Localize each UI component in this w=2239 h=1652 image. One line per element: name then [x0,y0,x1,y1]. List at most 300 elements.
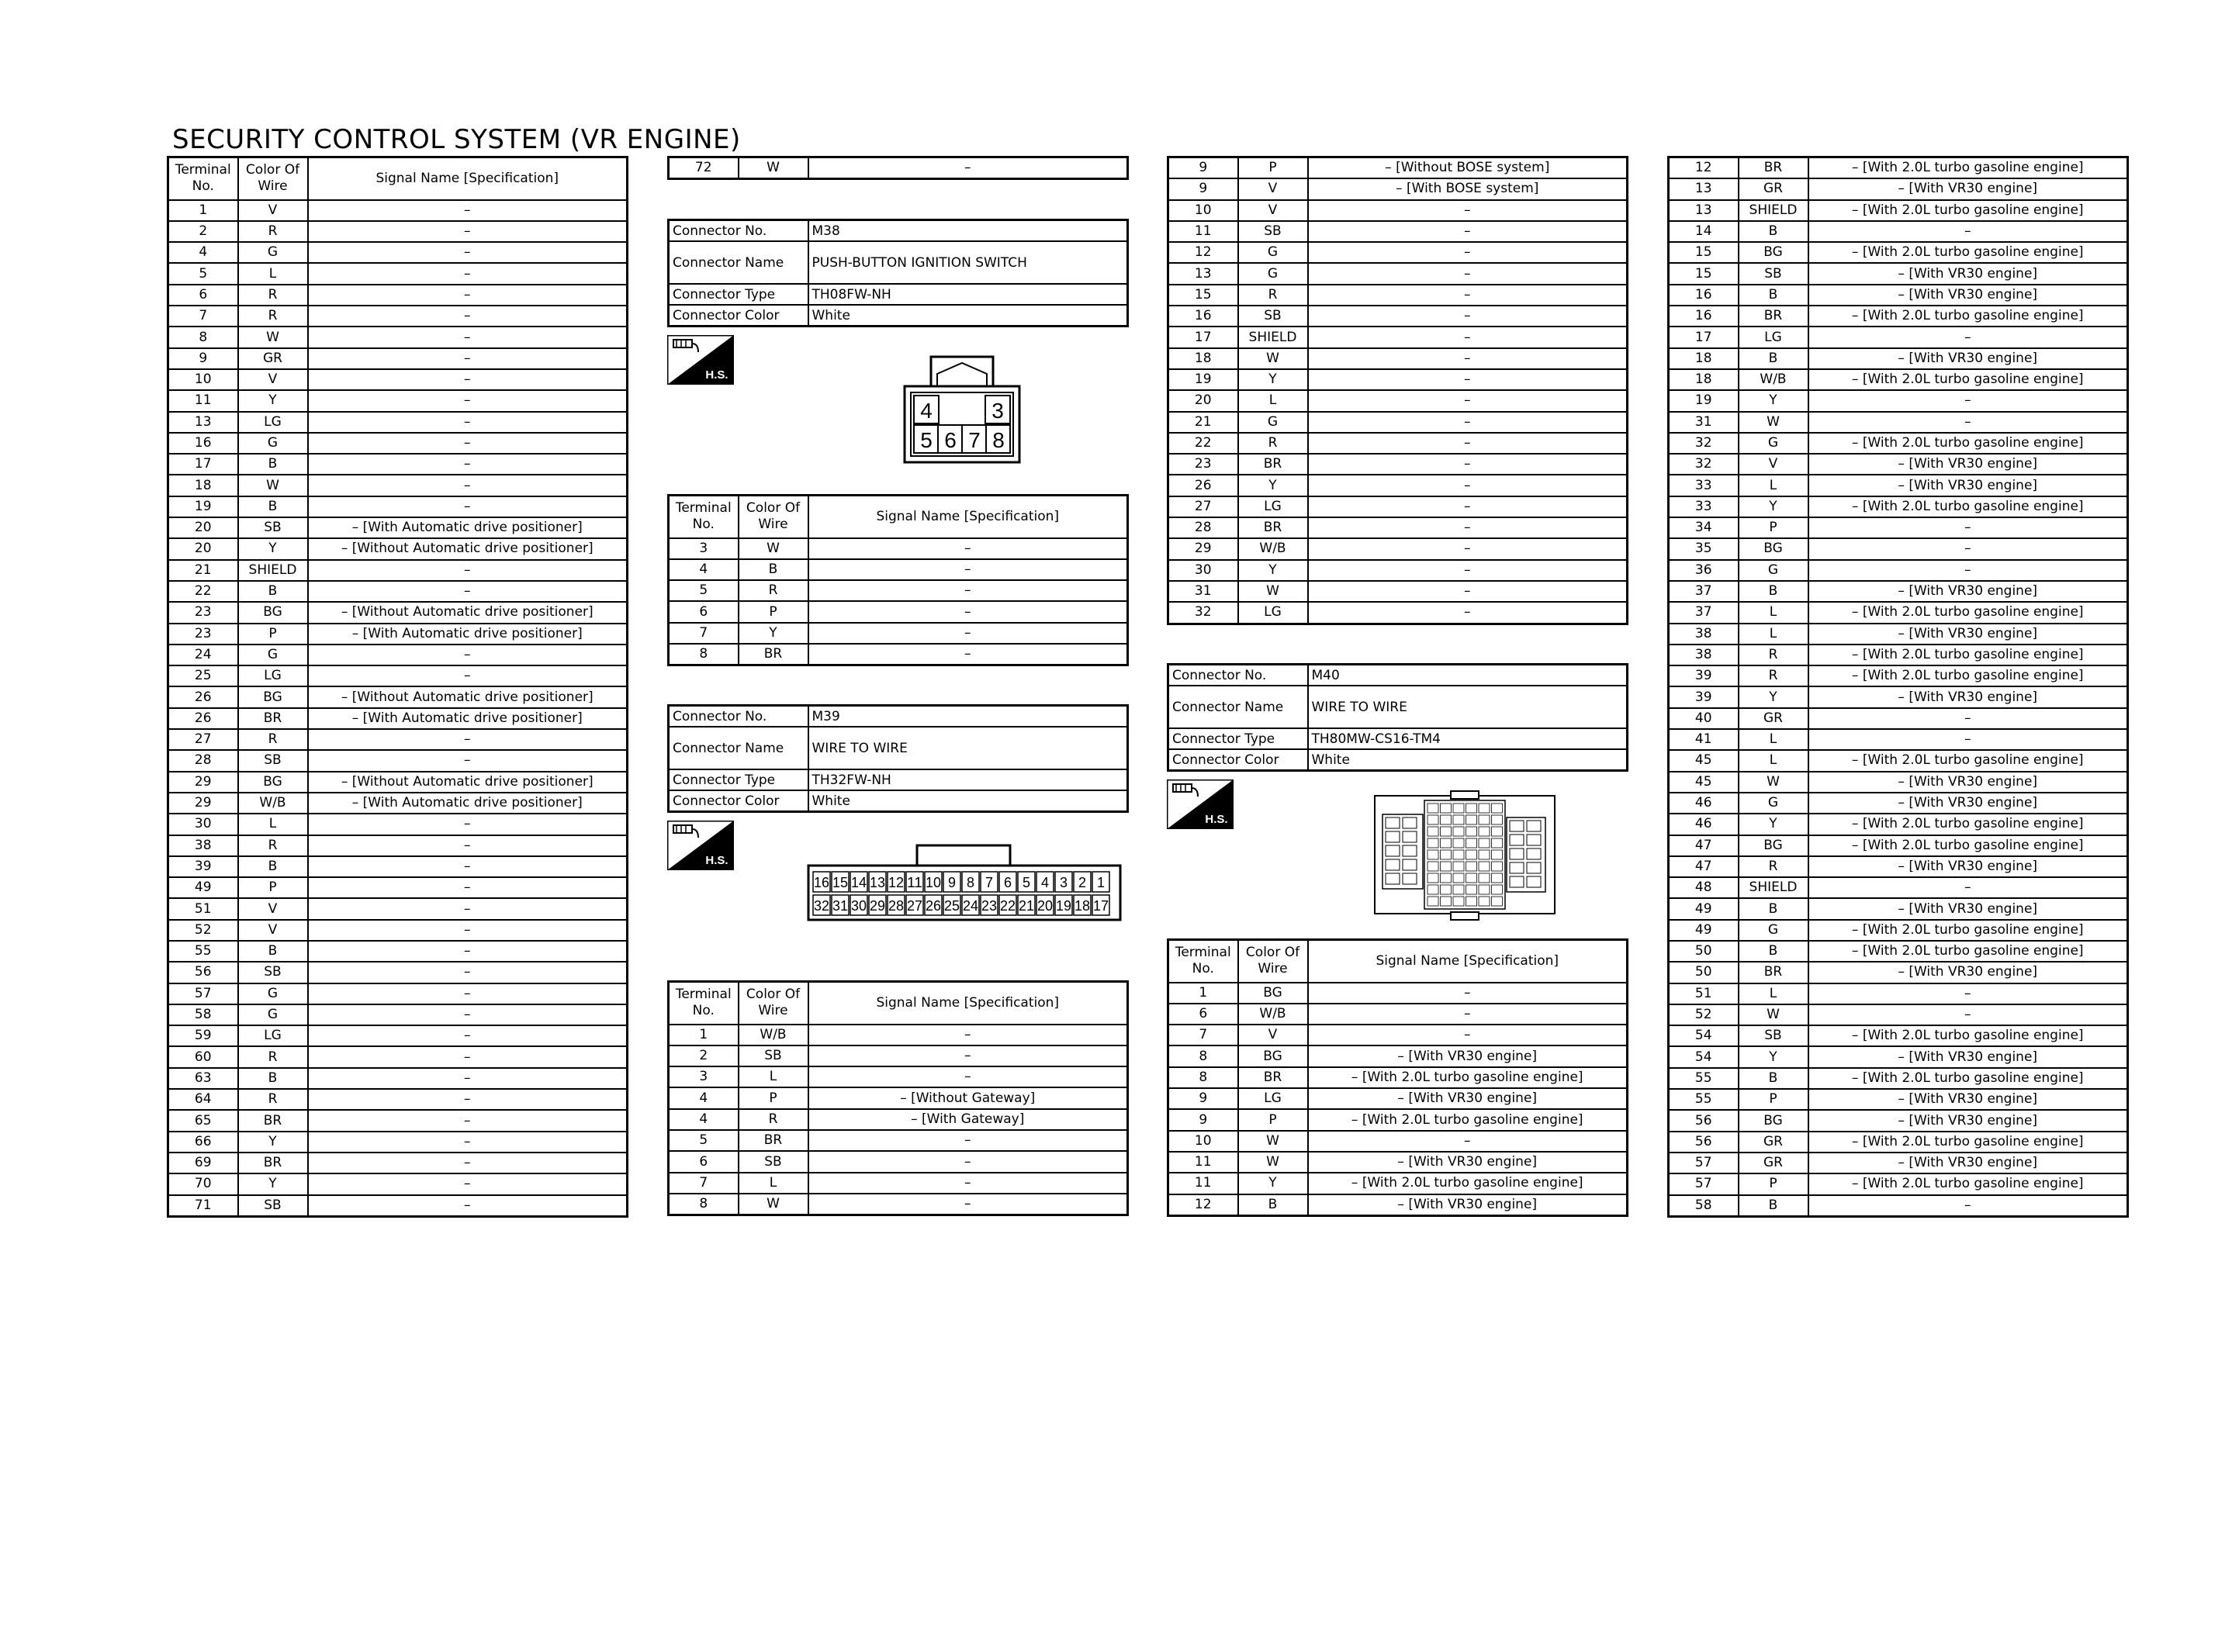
color-cell: W [1238,1131,1308,1152]
signal-cell: – [1808,729,2128,750]
color-cell: R [1739,856,1808,877]
table-row [168,920,628,941]
table-row [168,1110,628,1131]
table-row [1669,1132,2128,1153]
signal-cell: – [Without Gateway] [808,1087,1128,1108]
signal-cell: – [308,920,628,941]
color-cell: SHIELD [1739,200,1808,221]
terminal-cell: 38 [168,835,238,856]
table-row [1669,1004,2128,1025]
terminal-cell: 22 [168,581,238,602]
pin-1: 1 [1097,875,1105,890]
color-cell: B [238,856,308,877]
signal-cell: – [808,1045,1128,1066]
table-row [1669,263,2128,284]
pin-10: 10 [926,875,941,890]
color-cell: G [1739,793,1808,814]
table-row [1168,178,1628,199]
signal-cell: – [808,1173,1128,1194]
color-cell: G [1238,263,1308,284]
connector-no-label: Connector No. [1168,665,1308,686]
pin-21: 21 [1019,898,1034,914]
signal-cell: – [With VR30 engine] [1808,348,2128,369]
table-row [1168,1088,1628,1109]
signal-cell: – [With VR30 engine] [1308,1088,1628,1109]
signal-cell: – [1308,581,1628,602]
signal-cell: – [308,1195,628,1217]
signal-cell: – [Without BOSE system] [1308,157,1628,179]
table-row [168,1195,628,1217]
color-cell: BG [1238,1045,1308,1066]
table-row [669,1151,1128,1172]
terminal-cell: 64 [168,1089,238,1110]
signal-cell: – [With 2.0L turbo gasoline engine] [1808,920,2128,941]
connector-color-row [669,305,1128,327]
pin-31: 31 [832,898,848,914]
color-cell: R [238,221,308,242]
table-row [1168,581,1628,602]
terminal-cell: 4 [168,242,238,263]
connector-type-label: Connector Type [669,284,808,305]
signal-cell: – [308,1110,628,1131]
pin-4: 4 [1041,875,1049,890]
table-row [669,1025,1128,1045]
color-cell: SHIELD [1238,327,1308,347]
terminal-cell: 28 [168,750,238,771]
table-row [1168,306,1628,327]
terminal-cell: 24 [168,645,238,665]
table-row [1168,496,1628,517]
color-cell: V [238,369,308,390]
color-cell: BR [1238,517,1308,538]
terminal-cell: 52 [1669,1004,1739,1025]
color-cell: G [1739,560,1808,581]
signal-cell: – [1308,285,1628,306]
signal-cell: – [1308,242,1628,263]
signal-cell: – [308,348,628,369]
signal-cell: – [With VR30 engine] [1808,772,2128,793]
svg-text:H.S.: H.S. [1205,813,1228,826]
color-cell: V [1739,454,1808,475]
color-cell: LG [1238,1088,1308,1109]
signal-cell: – [808,1025,1128,1045]
terminal-cell: 47 [1669,856,1739,877]
signal-cell: – [308,1068,628,1089]
terminal-cell: 15 [1168,285,1238,306]
terminal-cell: 37 [1669,602,1739,623]
table-row [669,1066,1128,1087]
terminal-cell: 54 [1669,1025,1739,1046]
table-row [1168,454,1628,475]
connector-name-label: Connector Name [1168,686,1308,728]
signal-cell: – [1808,1004,2128,1025]
signal-cell: – [308,1025,628,1046]
terminal-cell: 9 [1168,157,1238,179]
color-cell: Y [1238,560,1308,581]
table-row [168,475,628,496]
terminal-cell: 25 [168,665,238,686]
terminal-cell: 2 [168,221,238,242]
color-cell: L [238,814,308,835]
table-row [168,517,628,538]
table-row [168,1132,628,1153]
signal-cell: – [With VR30 engine] [1808,1110,2128,1131]
color-cell: W/B [739,1025,808,1045]
connector-type-row [669,284,1128,305]
signal-cell: – [308,412,628,433]
color-cell: W [1739,772,1808,793]
table-row [1669,750,2128,771]
table-row [1168,1025,1628,1045]
table-row [168,686,628,707]
signal-cell: – [808,644,1128,665]
table-row [1669,560,2128,581]
signal-cell: – [With 2.0L turbo gasoline engine] [1308,1109,1628,1130]
table-row [669,601,1128,622]
color-cell: BG [238,772,308,793]
signal-cell: – [With 2.0L turbo gasoline engine] [1808,1132,2128,1153]
table-row [669,559,1128,580]
signal-cell: – [With VR30 engine] [1808,581,2128,602]
connector-color-row [669,790,1128,812]
signal-cell: – [808,157,1128,179]
signal-cell: – [With 2.0L turbo gasoline engine] [1808,1025,2128,1046]
signal-cell: – [308,390,628,411]
color-cell: G [1238,412,1308,433]
color-cell: V [238,920,308,941]
table-row [1168,1173,1628,1194]
terminal-cell: 13 [1669,200,1739,221]
table-row [1168,983,1628,1004]
terminal-cell: 18 [1168,348,1238,369]
color-cell: L [1739,983,1808,1004]
connector-name-label: Connector Name [669,241,808,284]
table-row [669,1130,1128,1151]
terminal-cell: 52 [168,920,238,941]
color-cell: B [238,496,308,517]
table-row [1669,772,2128,793]
header-color: Color Of Wire [739,982,808,1025]
color-cell: SB [238,517,308,538]
terminal-cell: 49 [1669,920,1739,941]
color-cell: Y [739,623,808,644]
signal-cell: – [1808,221,2128,242]
table-row [1168,327,1628,347]
terminal-cell: 15 [1669,242,1739,263]
color-cell: W/B [1238,1004,1308,1025]
color-cell: BR [1739,306,1808,327]
color-cell: Y [238,1132,308,1153]
pin-26: 26 [926,898,941,914]
table-row [1669,1173,2128,1194]
signal-cell: – [308,1132,628,1153]
table-row [1669,729,2128,750]
signal-cell: – [308,369,628,390]
table-row [669,1109,1128,1130]
terminal-cell: 4 [669,1109,739,1130]
color-cell: GR [1739,708,1808,729]
terminal-cell: 7 [669,1173,739,1194]
table-row [1669,793,2128,814]
signal-cell: – [308,1173,628,1194]
table-row [669,157,1128,179]
header-signal: Signal Name [Specification] [808,982,1128,1025]
table-row [168,1046,628,1067]
table-row [1669,390,2128,411]
color-cell: G [238,1004,308,1025]
terminal-cell: 20 [168,517,238,538]
terminal-cell: 18 [1669,348,1739,369]
color-cell: Y [238,538,308,559]
color-cell: W [1238,581,1308,602]
connector-info-m40 [1167,663,1628,772]
table-header-row [669,496,1128,538]
table-row [168,835,628,856]
terminal-cell: 1 [168,200,238,221]
terminal-cell: 47 [1669,835,1739,856]
signal-cell: – [1308,517,1628,538]
signal-cell: – [308,581,628,602]
signal-cell: – [With 2.0L turbo gasoline engine] [1808,665,2128,686]
table-row [1168,157,1628,179]
terminal-cell: 18 [1669,369,1739,390]
connector-m40-diagram [1373,790,1556,921]
color-cell: L [739,1066,808,1087]
signal-cell: – [1808,560,2128,581]
table-row [1669,1046,2128,1067]
color-cell: Y [1238,1173,1308,1194]
pin-29: 29 [870,898,885,914]
pin-13: 13 [870,875,885,890]
table-row [1168,242,1628,263]
terminal-cell: 38 [1669,645,1739,665]
color-cell: R [238,285,308,306]
terminal-cell: 5 [669,1130,739,1151]
terminal-cell: 39 [168,856,238,877]
hs-label: H.S. [705,368,728,382]
color-cell: P [1238,1109,1308,1130]
table-row [1669,941,2128,962]
table-row [1669,686,2128,707]
signal-cell: – [308,454,628,475]
signal-cell: – [1808,877,2128,898]
signal-cell: – [308,983,628,1004]
terminal-cell: 56 [1669,1132,1739,1153]
signal-cell: – [1308,221,1628,242]
table-header-row [1168,940,1628,983]
pin-5: 5 [1023,875,1030,890]
table-row [1168,1131,1628,1152]
terminal-cell: 35 [1669,538,1739,559]
table-row [168,412,628,433]
signal-cell: – [308,856,628,877]
terminal-cell: 57 [168,983,238,1004]
signal-cell: – [With BOSE system] [1308,178,1628,199]
terminal-cell: 1 [669,1025,739,1045]
table-row [669,1173,1128,1194]
table-row [1669,221,2128,242]
signal-cell: – [308,242,628,263]
color-cell: P [1739,1173,1808,1194]
terminal-cell: 27 [1168,496,1238,517]
color-cell: B [238,454,308,475]
color-cell: B [1739,941,1808,962]
connector-name-value: WIRE TO WIRE [808,727,1128,769]
terminal-cell: 45 [1669,750,1739,771]
signal-cell: – [1808,983,2128,1004]
signal-cell: – [1308,538,1628,559]
terminal-cell: 58 [168,1004,238,1025]
header-color: Color Of Wire [739,496,808,538]
signal-cell: – [1308,412,1628,433]
connector-name-row [669,241,1128,284]
terminal-cell: 11 [1168,221,1238,242]
harness-side-icon [667,821,734,873]
table-row [1669,624,2128,645]
signal-cell: – [With 2.0L turbo gasoline engine] [1808,750,2128,771]
terminal-cell: 21 [168,560,238,581]
signal-cell: – [308,750,628,771]
color-cell: Y [1739,390,1808,411]
color-cell: B [1739,348,1808,369]
signal-cell: – [With 2.0L turbo gasoline engine] [1808,306,2128,327]
signal-cell: – [1308,369,1628,390]
table-row [1168,517,1628,538]
connector-type-row [1168,728,1628,749]
table-row [168,1153,628,1173]
signal-cell: – [308,645,628,665]
signal-cell: – [With 2.0L turbo gasoline engine] [1808,200,2128,221]
table-row [168,369,628,390]
terminal-cell: 29 [1168,538,1238,559]
table-row [1168,412,1628,433]
table-row [1168,1067,1628,1088]
connector-color-label: Connector Color [669,305,808,327]
pin-19: 19 [1056,898,1071,914]
header-signal: Signal Name [Specification] [808,496,1128,538]
terminal-cell: 49 [168,877,238,898]
signal-cell: – [308,1153,628,1173]
signal-cell: – [1808,517,2128,538]
terminal-cell: 9 [168,348,238,369]
pin-2: 2 [1078,875,1086,890]
color-cell: W/B [1238,538,1308,559]
signal-cell: – [308,962,628,983]
terminal-cell: 39 [1669,686,1739,707]
signal-cell: – [With VR30 engine] [1808,962,2128,983]
header-signal: Signal Name [Specification] [1308,940,1628,983]
signal-cell: – [308,941,628,962]
terminal-cell: 23 [168,624,238,645]
signal-cell: – [808,559,1128,580]
signal-cell: – [With 2.0L turbo gasoline engine] [1808,941,2128,962]
terminal-cell: 4 [669,559,739,580]
pin-28: 28 [888,898,904,914]
table-row [1669,1089,2128,1110]
color-cell: L [238,263,308,284]
terminal-cell: 36 [1669,560,1739,581]
signal-cell: – [808,623,1128,644]
table-row [1669,412,2128,433]
table-row [1669,708,2128,729]
table-row [168,390,628,411]
table-row [168,729,628,750]
terminal-cell: 9 [1168,1088,1238,1109]
terminal-cell: 16 [168,433,238,454]
terminal-cell: 58 [1669,1195,1739,1217]
signal-cell: – [Without Automatic drive positioner] [308,602,628,623]
terminal-cell: 4 [669,1087,739,1108]
table-row [1168,1045,1628,1066]
terminal-table-continued [667,156,1129,180]
terminal-cell: 9 [1168,178,1238,199]
table-row [1168,390,1628,411]
color-cell: G [238,433,308,454]
terminal-cell: 23 [1168,454,1238,475]
terminal-cell: 19 [1168,369,1238,390]
table-row [168,983,628,1004]
table-row [669,1087,1128,1108]
table-row [1669,581,2128,602]
terminal-cell: 51 [1669,983,1739,1004]
pin-25: 25 [944,898,960,914]
color-cell: Y [1739,496,1808,517]
terminal-cell: 51 [168,898,238,919]
color-cell: SB [1238,221,1308,242]
terminal-cell: 28 [1168,517,1238,538]
terminal-cell: 69 [168,1153,238,1173]
harness-side-icon [1167,779,1234,832]
table-row [1669,285,2128,306]
signal-cell: – [With VR30 engine] [1808,898,2128,919]
table-row [168,1068,628,1089]
signal-cell: – [With 2.0L turbo gasoline engine] [1308,1067,1628,1088]
signal-cell: – [With VR30 engine] [1308,1045,1628,1066]
terminal-cell: 8 [168,327,238,347]
connector-color-value: White [808,305,1128,327]
table-row [168,454,628,475]
color-cell: SB [739,1045,808,1066]
terminal-cell: 8 [1168,1067,1238,1088]
signal-cell: – [1308,1004,1628,1025]
pin-4: 4 [920,399,933,423]
signal-cell: – [With VR30 engine] [1808,793,2128,814]
color-cell: LG [238,665,308,686]
signal-cell: – [With VR30 engine] [1808,285,2128,306]
signal-cell: – [1308,390,1628,411]
terminal-cell: 21 [1168,412,1238,433]
table-row [168,1004,628,1025]
signal-cell: – [With Gateway] [808,1109,1128,1130]
color-cell: Y [1238,369,1308,390]
table-row [1168,1152,1628,1173]
table-row [1669,157,2128,179]
signal-cell: – [1308,1131,1628,1152]
color-cell: BR [739,644,808,665]
signal-cell: – [308,200,628,221]
pin-17: 17 [1093,898,1109,914]
harness-side-icon [667,335,734,388]
signal-cell: – [1808,412,2128,433]
table-row [1669,538,2128,559]
signal-cell: – [308,814,628,835]
terminal-cell: 19 [1669,390,1739,411]
table-row [1669,835,2128,856]
terminal-cell: 20 [168,538,238,559]
color-cell: V [238,200,308,221]
table-row [1168,433,1628,454]
color-cell: BG [1739,835,1808,856]
